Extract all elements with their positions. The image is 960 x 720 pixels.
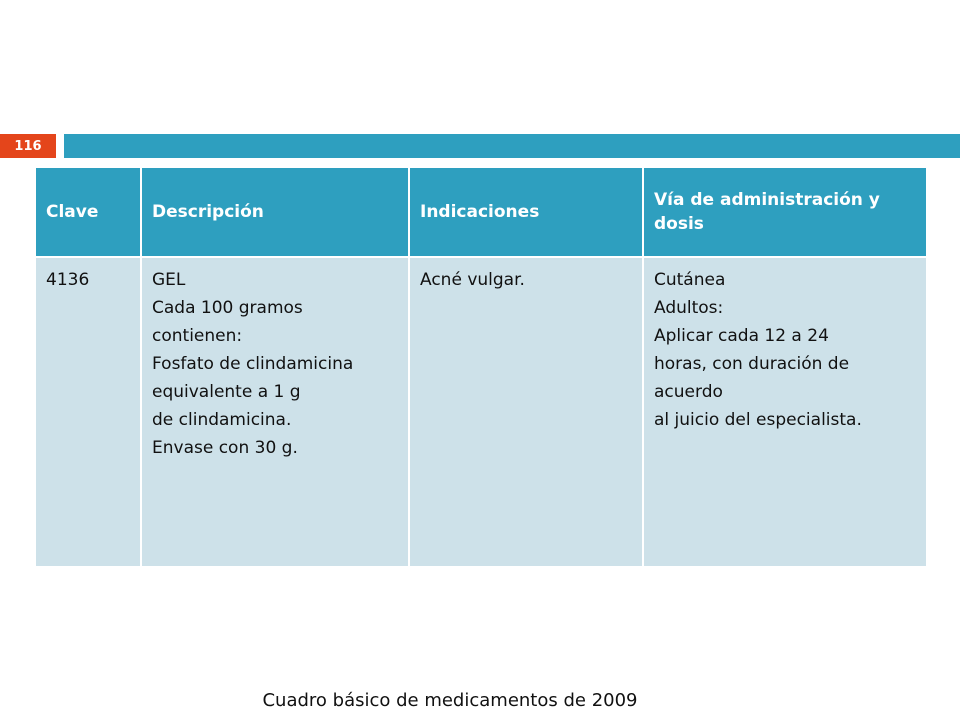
via-line: al juicio del especialista. [654,410,862,430]
cell-clave: 4136 [35,257,141,567]
via-line: horas, con duración de [654,354,850,374]
descripcion-line: de clindamicina. [152,410,292,430]
cell-descripcion [141,257,409,567]
via-line: Aplicar cada 12 a 24 [654,326,829,346]
table-header-row [35,167,927,257]
header-via-administracion: Vía de administración y dosis [643,167,927,257]
descripcion-line: Fosfato de clindamicina [152,354,354,374]
descripcion-line: Cada 100 gramos [152,298,303,318]
descripcion-line: Envase con 30 g. [152,438,298,458]
header-indicaciones: Indicaciones [409,167,643,257]
via-line: Cutánea [654,270,726,290]
medication-table [34,166,928,568]
header-descripcion: Descripción [141,167,409,257]
page-number: 116 [0,134,56,158]
descripcion-line: GEL [152,270,186,290]
cell-indicaciones: Acné vulgar. [409,257,643,567]
descripcion-line: equivalente a 1 g [152,382,301,402]
header-clave: Clave [35,167,141,257]
via-line: Adultos: [654,298,724,318]
header-bar [64,134,960,158]
cell-via-administracion [643,257,927,567]
descripcion-line: contienen: [152,326,243,346]
via-line: acuerdo [654,382,723,402]
slide-caption: Cuadro básico de medicamentos de 2009 [262,690,638,711]
table-row [35,257,927,567]
